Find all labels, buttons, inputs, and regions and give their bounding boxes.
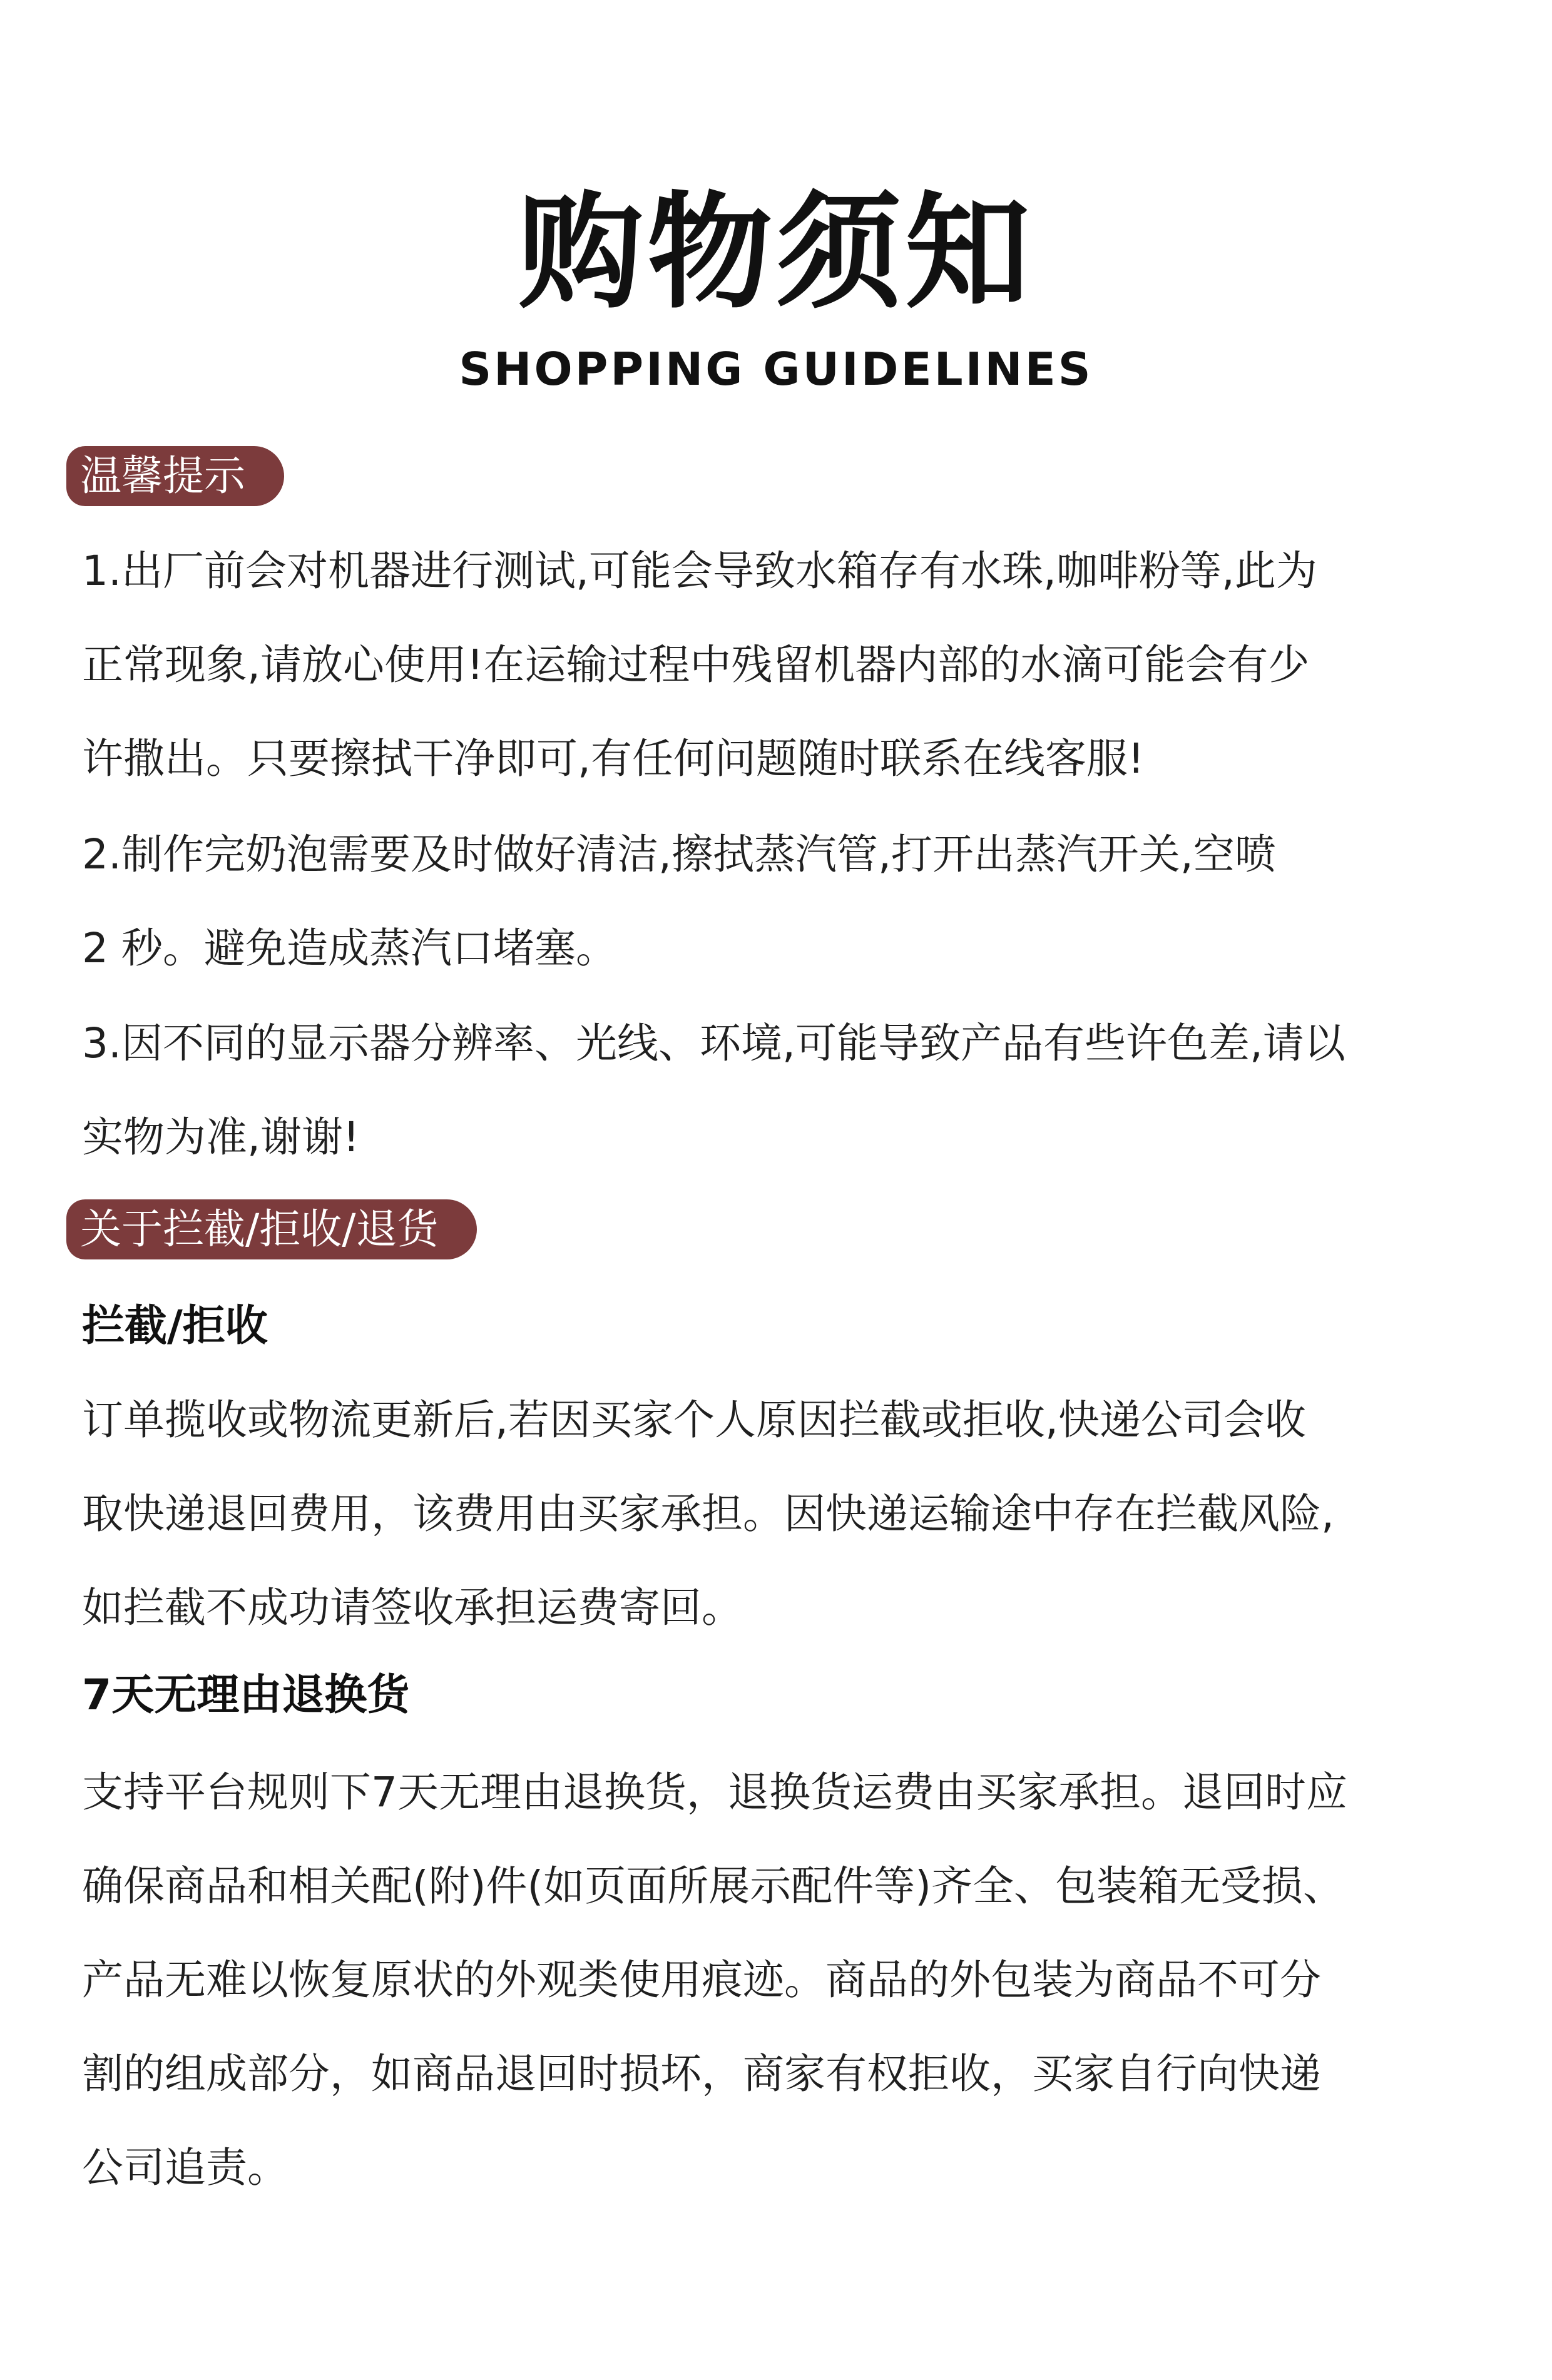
seven-day-line: 公司追责。 <box>82 2144 288 2192</box>
section-badge-returns: 关于拦截/拒收/退货 <box>66 1199 477 1259</box>
tip-item-2 <box>82 808 1489 995</box>
intercept-line: 如拦截不成功请签收承担运费寄回。 <box>82 1584 743 1632</box>
tip-item-1 <box>82 524 1489 806</box>
intercept-heading: 拦截/拒收 <box>82 1301 268 1351</box>
tip-item-2-line: 2.制作完奶泡需要及时做好清洁,擦拭蒸汽管,打开出蒸汽开关,空喷 <box>82 830 1276 878</box>
tip-item-3-line: 实物为准,谢谢! <box>82 1113 360 1161</box>
page-title: 购物须知 <box>518 180 1034 326</box>
seven-day-line: 支持平台规则下7天无理由退换货，退换货运费由买家承担。退回时应 <box>82 1768 1347 1816</box>
page-subtitle: SHOPPING GUIDELINES <box>459 343 1093 395</box>
tip-item-1-line: 1.出厂前会对机器进行测试,可能会导致水箱存有水珠,咖啡粉等,此为 <box>82 547 1317 595</box>
seven-day-return-heading: 7天无理由退换货 <box>82 1671 410 1720</box>
intercept-line: 订单揽收或物流更新后,若因买家个人原因拦截或拒收,快递公司会收 <box>82 1396 1306 1444</box>
seven-day-return-paragraph <box>82 1746 1489 2215</box>
section-badge-tips: 温馨提示 <box>66 446 284 506</box>
seven-day-line: 产品无难以恢复原状的外观类使用痕迹。商品的外包装为商品不可分 <box>82 1956 1321 2004</box>
tip-item-1-line: 正常现象,请放心使用!在运输过程中残留机器内部的水滴可能会有少 <box>82 641 1310 689</box>
tip-item-2-line: 2 秒。避免造成蒸汽口堵塞。 <box>82 924 617 972</box>
seven-day-line: 确保商品和相关配(附)件(如页面所展示配件等)齐全、包装箱无受损、 <box>82 1862 1344 1910</box>
tip-item-3 <box>82 997 1489 1184</box>
tip-item-3-line: 3.因不同的显示器分辨率、光线、环境,可能导致产品有些许色差,请以 <box>82 1019 1345 1067</box>
tip-item-1-line: 许撒出。只要擦拭干净即可,有任何问题随时联系在线客服! <box>82 735 1145 783</box>
intercept-paragraph <box>82 1373 1489 1655</box>
intercept-line: 取快递退回费用，该费用由买家承担。因快递运输途中存在拦截风险, <box>82 1490 1334 1538</box>
seven-day-line: 割的组成部分，如商品退回时损坏，商家有权拒收，买家自行向快递 <box>82 2050 1321 2098</box>
